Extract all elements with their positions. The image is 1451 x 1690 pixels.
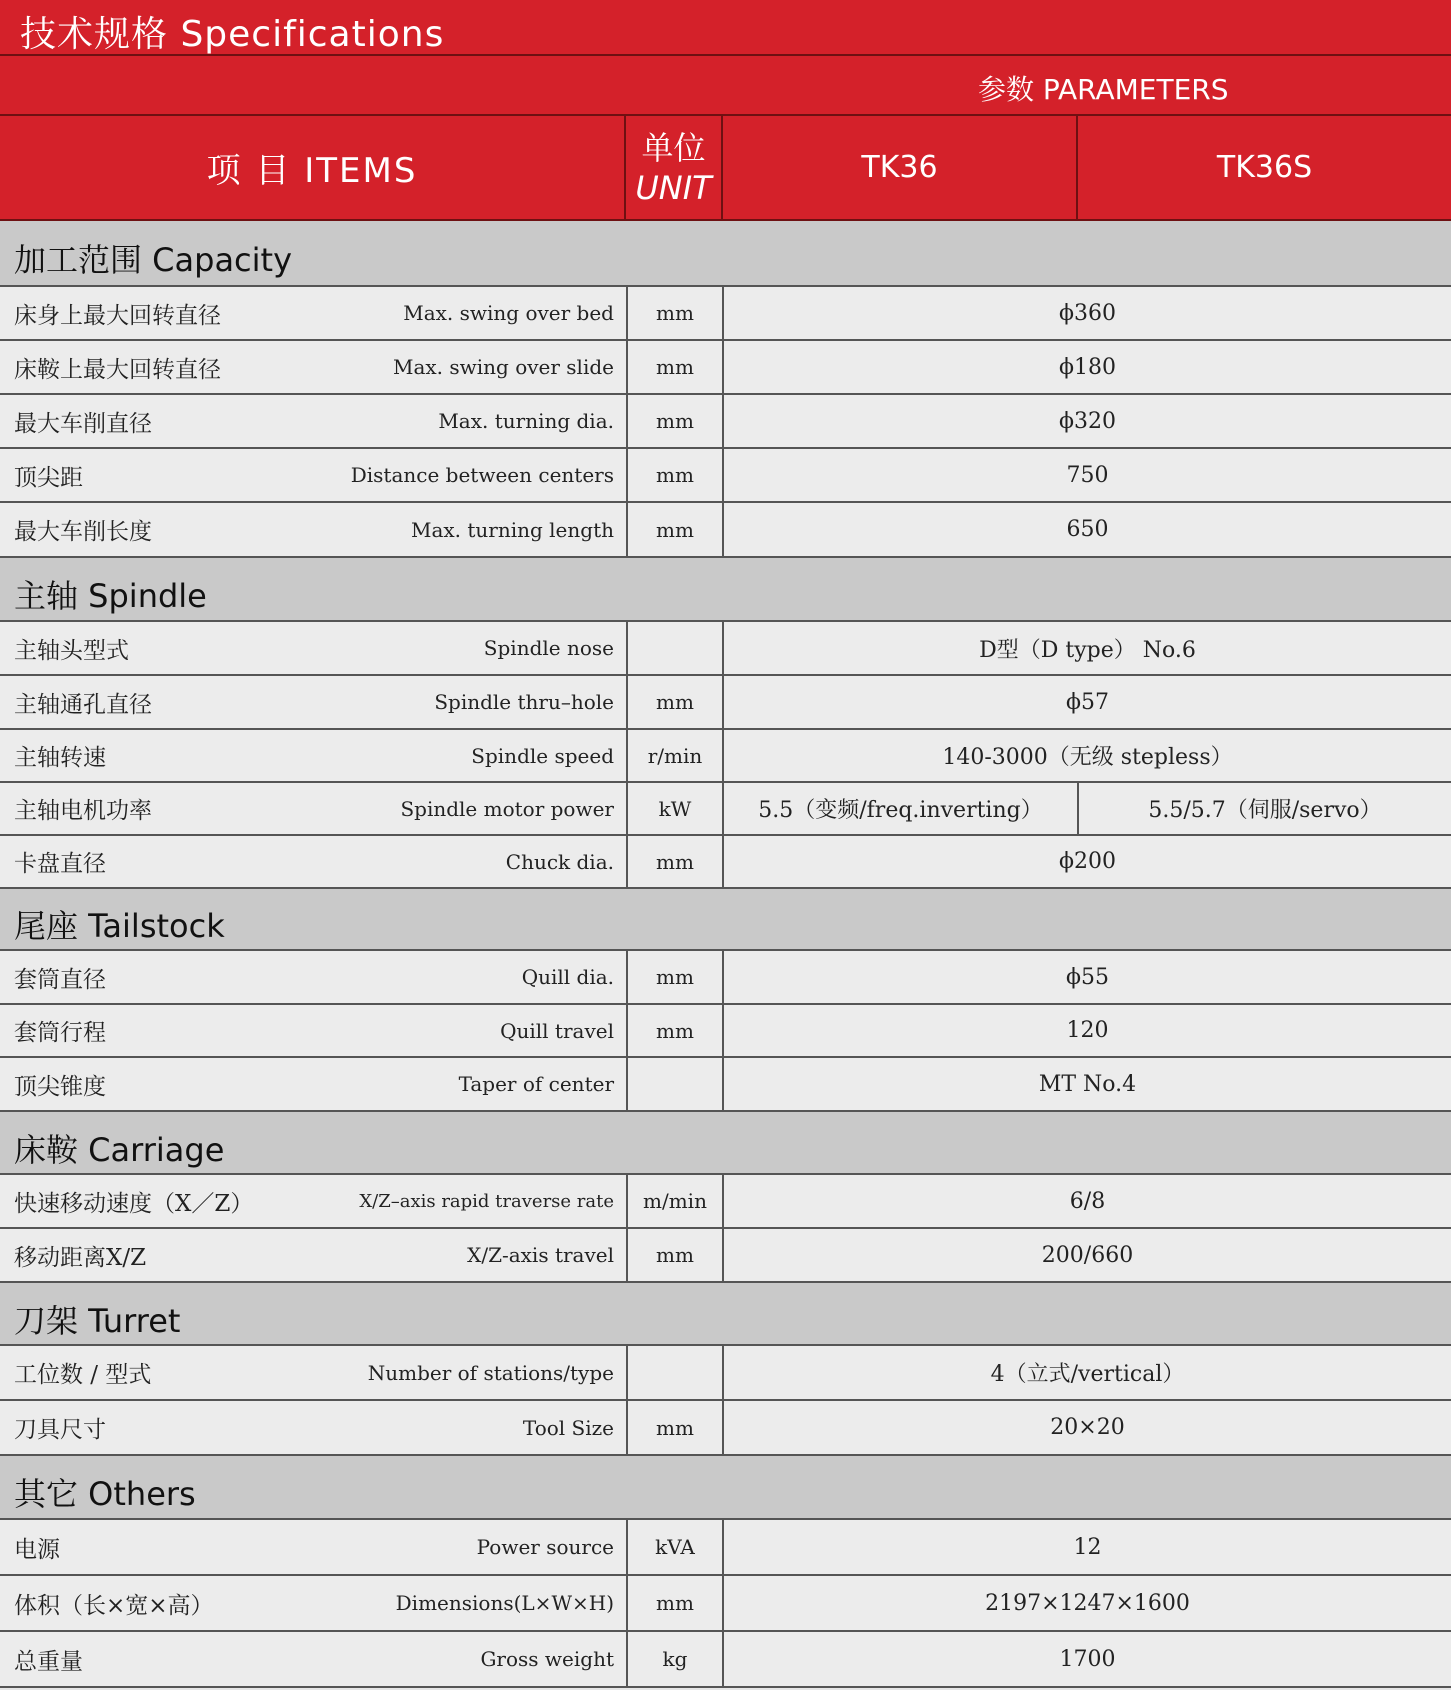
row-unit: kW: [626, 783, 724, 834]
row-label-en: Tool Size: [522, 1415, 614, 1440]
page-title: 技术规格 Specifications: [20, 14, 445, 55]
table-row: [0, 1005, 1451, 1058]
row-label-cn: 最大车削长度: [14, 519, 152, 545]
row-value: ϕ360: [1059, 300, 1116, 326]
row-value: 750: [1066, 462, 1109, 488]
row-label-en: Max. swing over bed: [403, 301, 614, 325]
row-value-tk36s: 5.5/5.7（伺服/servo）: [1148, 798, 1382, 823]
row-label-en: Max. turning dia.: [438, 409, 614, 433]
row-label-cn: 移动距离X/Z: [14, 1244, 147, 1271]
row-label-cn: 卡盘直径: [14, 851, 106, 877]
row-label-cn: 刀具尺寸: [14, 1417, 106, 1443]
row-label-en: Quill travel: [500, 1018, 614, 1043]
row-value: 4（立式/vertical）: [990, 1362, 1185, 1387]
section-carriage: [0, 1112, 1451, 1175]
row-label-cn: 主轴电机功率: [14, 798, 152, 824]
row-value: 140-3000（无级 stepless）: [942, 745, 1233, 770]
row-unit: mm: [626, 676, 724, 728]
row-label-cn: 顶尖距: [14, 464, 83, 491]
row-label-en: Spindle motor power: [400, 796, 614, 821]
row-value: 2197×1247×1600: [985, 1590, 1190, 1616]
section-title: 其它 Others: [14, 1475, 196, 1513]
row-value: 200/660: [1041, 1242, 1134, 1268]
row-label-cn: 床身上最大回转直径: [14, 302, 221, 329]
row-label-en: Distance between centers: [350, 463, 614, 487]
row-unit: [626, 1058, 724, 1110]
row-unit: kVA: [626, 1520, 724, 1574]
header-model-tk36s: TK36S: [1216, 150, 1313, 185]
parameters-label: 参数 PARAMETERS: [978, 73, 1229, 106]
table-row: [0, 341, 1451, 395]
row-label-en: Power source: [476, 1535, 614, 1559]
header-model-tk36: TK36: [723, 116, 1078, 219]
table-header: [0, 116, 1451, 221]
row-unit: mm: [626, 449, 724, 501]
title-bar: [0, 0, 1451, 56]
table-row: [0, 783, 1451, 836]
row-value: ϕ200: [1059, 849, 1116, 874]
row-label-cn: 工位数 / 型式: [14, 1362, 152, 1388]
row-value: 6/8: [1069, 1188, 1106, 1214]
section-title: 尾座 Tailstock: [14, 907, 225, 945]
row-label-cn: 总重量: [14, 1648, 83, 1675]
row-label-en: X/Z-axis travel: [467, 1243, 614, 1267]
table-row: [0, 1520, 1451, 1576]
row-value: 1700: [1059, 1646, 1116, 1672]
row-value: 20×20: [1050, 1415, 1125, 1440]
row-label-en: Gross weight: [480, 1647, 614, 1671]
row-label-cn: 主轴头型式: [14, 637, 129, 664]
row-value: ϕ180: [1059, 354, 1116, 380]
section-title: 主轴 Spindle: [14, 577, 207, 615]
row-unit: mm: [626, 287, 724, 339]
table-row: [0, 1346, 1451, 1401]
row-unit: [626, 1346, 724, 1399]
header-unit-cn: 单位: [641, 128, 706, 167]
table-row: [0, 1401, 1451, 1456]
section-spindle: [0, 558, 1451, 622]
table-row: [0, 730, 1451, 783]
row-label-en: Spindle speed: [471, 743, 614, 768]
row-unit: mm: [626, 1401, 724, 1454]
row-label-cn: 主轴转速: [14, 745, 106, 771]
row-label-en: Dimensions(L×W×H): [395, 1591, 614, 1615]
section-others: [0, 1456, 1451, 1520]
row-value: 12: [1073, 1534, 1102, 1560]
row-label-en: X/Z–axis rapid traverse rate: [359, 1190, 614, 1212]
row-label-en: Spindle nose: [483, 636, 614, 660]
row-unit: [626, 622, 724, 674]
row-label-en: Max. swing over slide: [392, 355, 614, 379]
row-value: 650: [1066, 517, 1109, 542]
row-label-en: Max. turning length: [410, 517, 614, 542]
row-label-cn: 电源: [14, 1536, 60, 1563]
row-unit: mm: [626, 341, 724, 393]
header-items: 项 目 ITEMS: [206, 151, 418, 191]
row-unit: mm: [626, 1005, 724, 1056]
row-label-cn: 床鞍上最大回转直径: [14, 356, 221, 383]
header-unit: [624, 116, 723, 219]
row-label-cn: 主轴通孔直径: [14, 691, 152, 718]
row-value: ϕ320: [1059, 408, 1116, 434]
section-tailstock: [0, 889, 1451, 951]
row-unit: kg: [626, 1632, 724, 1686]
table-row: [0, 1576, 1451, 1632]
table-row: [0, 503, 1451, 558]
table-row: [0, 836, 1451, 889]
section-capacity: [0, 221, 1451, 287]
row-label-cn: 最大车削直径: [14, 410, 152, 437]
table-row: [0, 622, 1451, 676]
row-value: 120: [1066, 1018, 1109, 1043]
row-label-en: Number of stations/type: [367, 1360, 614, 1385]
row-unit: mm: [626, 1576, 724, 1630]
section-turret: [0, 1283, 1451, 1346]
table-row: [0, 1632, 1451, 1688]
row-unit: mm: [626, 395, 724, 447]
table-row: [0, 395, 1451, 449]
row-label-cn: 套筒行程: [14, 1020, 106, 1046]
row-label-en: Chuck dia.: [505, 849, 614, 874]
section-title: 床鞍 Carriage: [14, 1131, 225, 1169]
header-unit-en: UNIT: [635, 168, 712, 207]
row-unit: mm: [626, 503, 724, 556]
row-label-en: Taper of center: [458, 1072, 614, 1096]
table-row: [0, 676, 1451, 730]
parameters-bar: [0, 56, 1451, 116]
row-label-cn: 体积（长×宽×高）: [14, 1592, 214, 1619]
section-title: 加工范围 Capacity: [14, 241, 293, 279]
row-value: ϕ55: [1066, 964, 1109, 990]
row-unit: r/min: [626, 730, 724, 781]
row-unit: mm: [626, 951, 724, 1003]
row-unit: mm: [626, 1229, 724, 1281]
table-row: [0, 449, 1451, 503]
row-label-en: Spindle thru–hole: [434, 690, 614, 714]
section-title: 刀架 Turret: [14, 1302, 181, 1340]
row-label-cn: 顶尖锥度: [14, 1073, 106, 1100]
row-label-cn: 套筒直径: [14, 966, 106, 993]
table-row: [0, 1058, 1451, 1112]
table-row: [0, 951, 1451, 1005]
row-value-tk36: 5.5（变频/freq.inverting）: [724, 783, 1079, 834]
table-row: [0, 1175, 1451, 1229]
row-unit: mm: [626, 836, 724, 887]
table-row: [0, 287, 1451, 341]
table-row: [0, 1229, 1451, 1283]
row-value: D型（D type） No.6: [979, 637, 1196, 663]
row-value: MT No.4: [1038, 1071, 1137, 1097]
row-label-cn: 快速移动速度（X／Z）: [14, 1190, 254, 1217]
row-value: ϕ57: [1066, 689, 1109, 715]
row-label-en: Quill dia.: [521, 965, 614, 989]
row-unit: m/min: [626, 1175, 724, 1227]
